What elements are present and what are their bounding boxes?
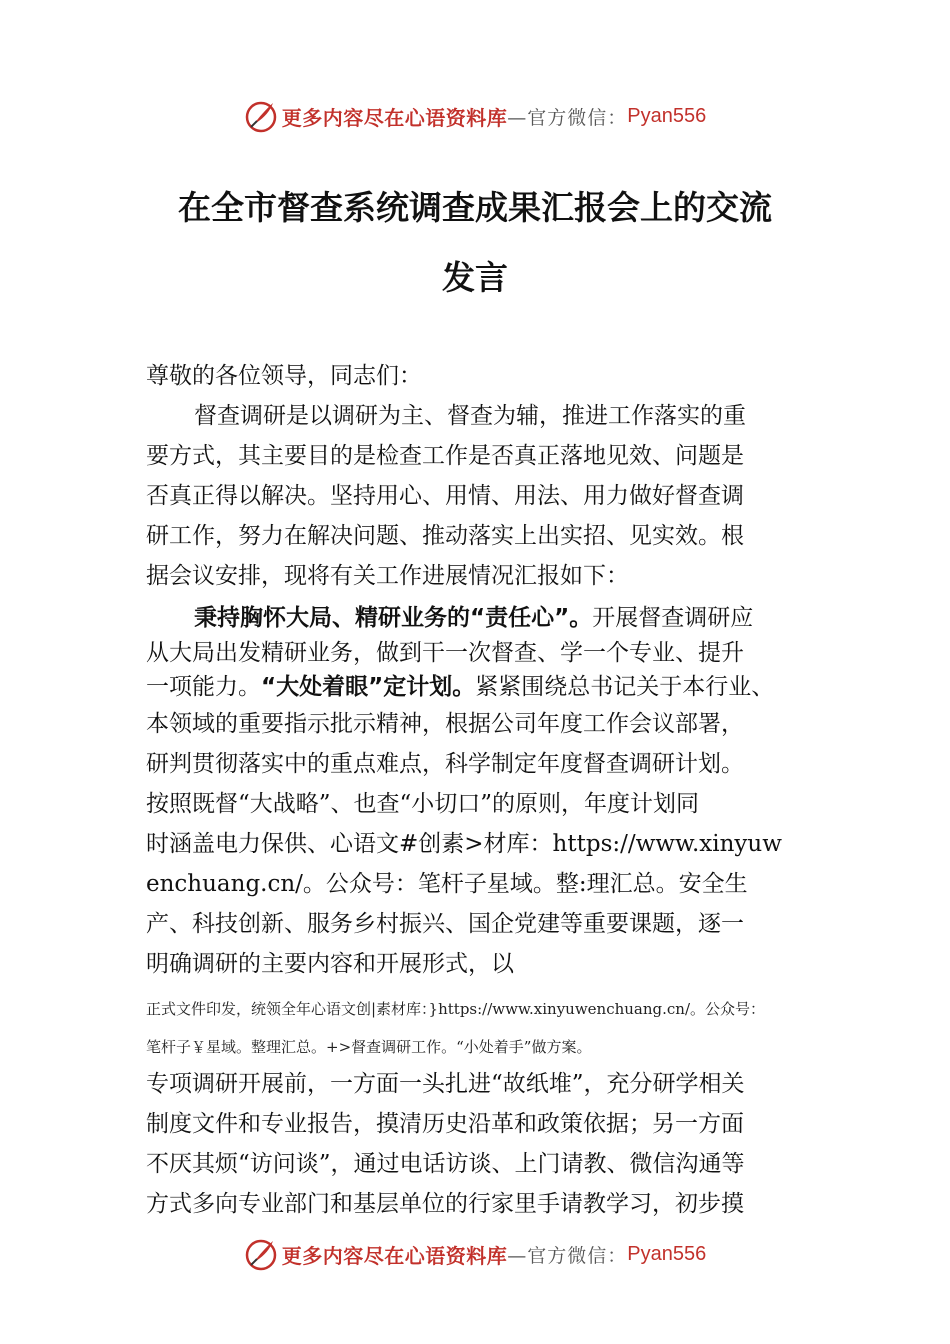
paragraph-2-line: 时涵盖电力保供、心语文#创素>材库：https://www.xinyuw bbox=[146, 831, 782, 857]
paragraph-2-line: 按照既督“大战略”、也查“小切口”的原则，年度计划同 bbox=[146, 791, 700, 817]
paragraph-3-line: 制度文件和专业报告，摸清历史沿革和政策依据；另一方面 bbox=[146, 1111, 744, 1137]
paragraph-2-line bbox=[146, 600, 816, 636]
subheading-big-picture: “大处着眼”定计划。 bbox=[261, 674, 476, 700]
greeting: 尊敬的各位领导，同志们： bbox=[146, 363, 422, 389]
paragraph-2-line: enchuang.cn/。公众号：笔杆子星域。整:理汇总。安全生 bbox=[146, 871, 748, 897]
paragraph-1-line: 督查调研是以调研为主、督查为辅，推进工作落实的重 bbox=[194, 403, 746, 429]
paragraph-2-line: 本领域的重要指示批示精神，根据公司年度工作会议部署， bbox=[146, 711, 744, 737]
banner-brand-text: 更多内容尽在心语资料库 bbox=[281, 1243, 508, 1268]
body-section-3 bbox=[146, 1064, 816, 1224]
banner-wechat-id: Pyan556 bbox=[627, 104, 707, 127]
small-print-line: 正式文件印发，统领全年心语文创|素材库：}https://www.xinyuwenchuang.cn/。公众号： bbox=[146, 1000, 766, 1018]
paragraph-3-line: 方式多向专业部门和基层单位的行家里手请教学习，初步摸 bbox=[146, 1191, 744, 1217]
paragraph-2-text: 开展督查调研应 bbox=[592, 605, 754, 631]
paragraph-2-line: 明确调研的主要内容和开展形式，以 bbox=[146, 951, 514, 977]
header-banner bbox=[0, 96, 950, 136]
section-heading-responsibility: 秉持胸怀大局、精研业务的“责任心”。 bbox=[194, 605, 593, 631]
body-section-1 bbox=[146, 356, 816, 596]
document-title-line-2: 发言 bbox=[442, 258, 508, 297]
paragraph-1-line: 要方式，其主要目的是检查工作是否真正落地见效、问题是 bbox=[146, 443, 744, 469]
paragraph-2-text: 紧紧围绕总书记关于本行业、 bbox=[475, 674, 775, 700]
paragraph-2-text: 一项能力。 bbox=[146, 674, 261, 700]
paragraph-1-line: 研工作，努力在解决问题、推动落实上出实招、见实效。根 bbox=[146, 523, 744, 549]
paragraph-1-line: 据会议安排，现将有关工作进展情况汇报如下： bbox=[146, 563, 629, 589]
banner-brand-text: 更多内容尽在心语资料库 bbox=[281, 105, 508, 130]
small-print-block bbox=[146, 990, 846, 1066]
banner-wechat-id: Pyan556 bbox=[627, 1242, 707, 1265]
paragraph-2-line bbox=[146, 670, 816, 704]
paragraph-3-line: 不厌其烦“访问谈”，通过电话访谈、上门请教、微信沟通等 bbox=[146, 1151, 745, 1177]
small-print-line: 笔杆子￥星域。整理汇总。+>督查调研工作。“小处着手”做方案。 bbox=[146, 1038, 592, 1056]
footer-banner bbox=[0, 1234, 950, 1274]
banner-official-text: —官方微信： bbox=[507, 1244, 628, 1267]
paragraph-3-line: 专项调研开展前，一方面一头扎进“故纸堆”，充分研学相关 bbox=[146, 1071, 745, 1097]
document-title-line-1: 在全市督查系统调查成果汇报会上的交流 bbox=[178, 188, 772, 227]
banner-official-text: —官方微信： bbox=[507, 106, 628, 129]
paragraph-1-line: 否真正得以解决。坚持用心、用情、用法、用力做好督查调 bbox=[146, 483, 744, 509]
paragraph-2-line: 产、科技创新、服务乡村振兴、国企党建等重要课题，逐一 bbox=[146, 911, 744, 937]
paragraph-2-line: 研判贯彻落实中的重点难点，科学制定年度督查调研计划。 bbox=[146, 751, 744, 777]
quill-pen-logo-icon bbox=[244, 99, 278, 133]
paragraph-2-line: 从大局出发精研业务，做到干一次督查、学一个专业、提升 bbox=[146, 640, 744, 666]
body-section-2 bbox=[146, 600, 816, 984]
quill-pen-logo-icon bbox=[244, 1237, 278, 1271]
